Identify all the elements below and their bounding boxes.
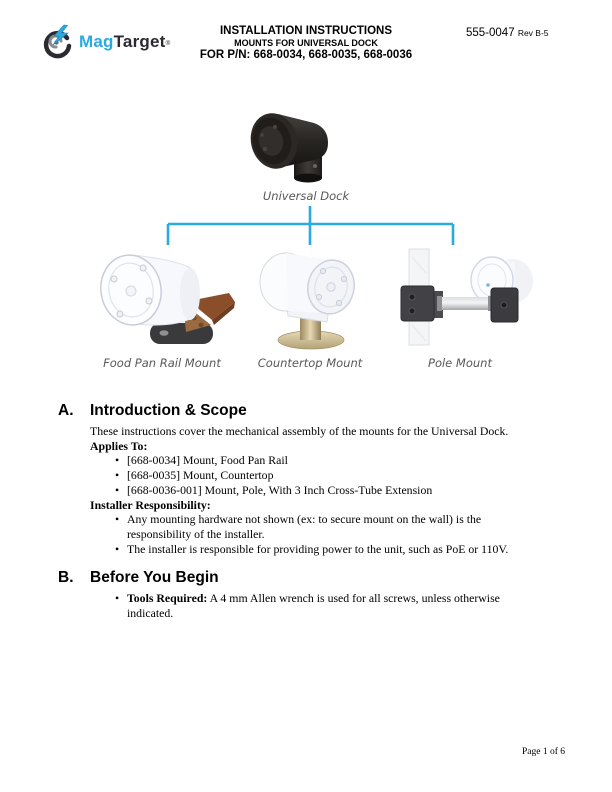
pole-mount-image (385, 247, 535, 352)
applies-to-label: Applies To: (90, 438, 148, 453)
section-b-body (90, 591, 542, 620)
tools-required-text: A 4 mm Allen wrench is used for all screws, unless otherwise indicated. (127, 591, 500, 621)
revision-text: Rev B-5 (517, 28, 549, 38)
logo-target-text: Target (113, 32, 166, 51)
logo-mag-text: Mag (79, 32, 114, 51)
section-a-body (90, 424, 542, 556)
branch-connector-lines (160, 202, 460, 248)
document-title-block (106, 25, 506, 62)
section-b-title: Before You Begin (90, 569, 219, 587)
document-body (0, 402, 612, 621)
installer-responsibility-label: Installer Responsibility: (90, 497, 211, 512)
universal-dock-image (248, 110, 338, 189)
bullseye-lightning-icon (40, 24, 74, 60)
list-item: • [668-0034] Mount, Food Pan Rail (115, 453, 542, 468)
section-b-letter: B. (58, 569, 74, 587)
registered-mark: ® (165, 40, 171, 47)
section-a-letter: A. (58, 402, 74, 419)
intro-paragraph: These instructions cover the mechanical assembly of the mounts for the Universal Dock. (90, 424, 509, 438)
countertop-mount-label: Countertop Mount (257, 356, 363, 370)
applies-to-list (90, 453, 542, 497)
section-b-heading (0, 569, 612, 587)
section-a-title: Introduction & Scope (90, 402, 247, 419)
list-item: • [668-0035] Mount, Countertop (115, 468, 542, 483)
list-item (115, 591, 542, 620)
tools-required-label: Tools Required: (127, 591, 208, 606)
document-number (466, 27, 549, 39)
countertop-mount-image (252, 246, 367, 358)
pole-mount-label: Pole Mount (428, 356, 492, 370)
installer-responsibility-list (90, 512, 542, 556)
doc-number-text: 555-0047 (466, 27, 515, 39)
tools-required-list (90, 591, 542, 620)
section-a-heading (0, 402, 612, 420)
food-pan-rail-mount-label: Food Pan Rail Mount (103, 356, 221, 370)
list-item: • [668-0036-001] Mount, Pole, With 3 Inch Cross-Tube Extension (115, 483, 542, 498)
title-line-1: INSTALLATION INSTRUCTIONS (219, 25, 393, 37)
food-pan-rail-mount-image (93, 247, 238, 357)
universal-dock-label: Universal Dock (262, 189, 350, 203)
list-item: • The installer is responsible for providing power to the unit, such as PoE or 110V. (115, 542, 542, 557)
title-line-2: MOUNTS FOR UNIVERSAL DOCK (234, 38, 378, 48)
list-item: • Any mounting hardware not shown (ex: to secure mount on the wall) is the responsibility of the installer. (115, 512, 542, 541)
title-line-3: FOR P/N: 668-0034, 668-0035, 668-0036 (199, 49, 413, 61)
page-number: Page 1 of 6 (521, 747, 565, 757)
